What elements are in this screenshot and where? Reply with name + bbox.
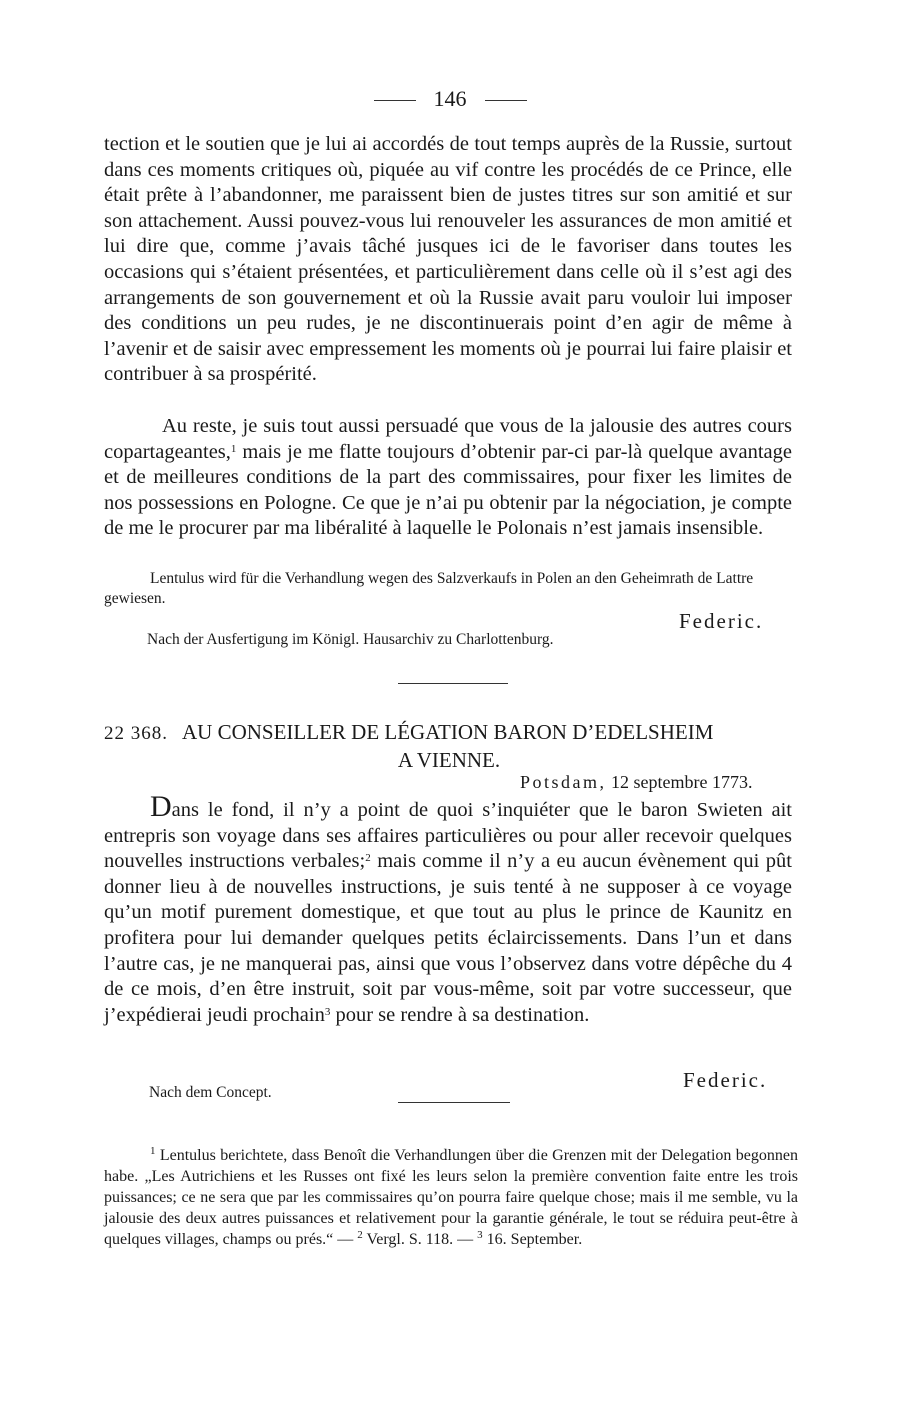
drop-cap: D	[150, 790, 172, 823]
letter2-source: Nach dem Concept.	[149, 1084, 272, 1101]
letter1-paragraph-2	[104, 414, 792, 542]
footnote-mark-1: 1	[150, 1145, 156, 1157]
section-divider	[398, 683, 508, 684]
page-number: 146	[433, 86, 467, 111]
footnote-ref-1: 1	[230, 442, 237, 455]
footnotes	[104, 1145, 798, 1250]
letter2-body	[104, 790, 792, 1028]
letter1-paragraph-2-text-a: Au reste, je suis tout aussi persuadé que vous de la jalousie des autres cours copartageantes,	[104, 415, 792, 463]
letter2-signature: Federic.	[683, 1068, 768, 1092]
letter2-dateline	[520, 772, 752, 793]
letter2-heading	[104, 719, 794, 773]
header-dash-left	[374, 100, 416, 101]
letter1-source: Nach der Ausfertigung im Königl. Hausarchiv zu Charlottenburg.	[147, 631, 554, 648]
date-place: Potsdam,	[520, 772, 607, 792]
letter-number: 22 368.	[104, 723, 168, 744]
footnote-3-text: 16. September.	[482, 1231, 583, 1248]
footnote-ref-2: 2	[365, 852, 371, 865]
letter1-signature: Federic.	[679, 609, 764, 633]
letter1-paragraph-2-text-b: mais je me flatte toujours d’obtenir par-ci par-là quelque avantage et de meilleures conditions de la part des commissaires, pour fixer les limites de nos possessions en Pologne. Ce que je n’ai pu obtenir par la négociation, je compte de me le procurer par ma libéralité à laquelle le Polonais n’est jamais insensible.	[104, 440, 792, 540]
footnote-mark-3: 3	[477, 1229, 483, 1241]
letter2-body-text-c: pour se rendre à sa destination.	[330, 1003, 590, 1026]
footnote-1-text: Lentulus berichtete, dass Benoît die Verhandlungen über die Grenzen mit der Delegation begonnen habe. „Les Autrichiens et les Russes ont fixé les leurs selon la première convention faite entre les trois puissances; ce ne sera que par les commissaires qu’on pourra faire quelque chose; mais il me semble, vu la jalousie des deux autres puissances et relativement pour la garantie générale, le tout se réduira peut-être à quelques villages, champs ou prés.“ —	[104, 1147, 798, 1248]
letter2-heading-line-2: A VIENNE.	[397, 748, 501, 772]
footnote-ref-3: 3	[324, 1005, 331, 1018]
page-header	[0, 86, 900, 112]
editor-note: Lentulus wird für die Verhandlung wegen des Salzverkaufs in Polen an den Geheimrath de Lattre gewiesen.	[104, 570, 754, 607]
letter2-heading-line-1: AU CONSEILLER DE LÉGATION BARON D’EDELSHEIM	[182, 720, 714, 744]
date-text: 12 septembre 1773.	[611, 772, 753, 792]
letter1-paragraph-1: tection et le soutien que je lui ai accordés de tout temps auprès de la Russie, surtout dans ces moments critiques où, piquée au vif contre les procédés de ce Prince, elle était prête à l’abandonner, me paraissent bien de justes titres sur son amitié et sur son attachement. Aussi pouvez-vous lui renouveler les assurances de mon amitié et lui dire que, comme j’avais tâché jusques ici de le favoriser dans toutes les occasions qui s’étaient présentées, et particulièrement dans celle où il s’est agi des arrangements de son gouvernement et où la Russie avait paru vouloir lui imposer des conditions un peu rudes, je ne discontinuerais point d’en agir de même à l’avenir et de saisir avec empressement les moments où je pourrai lui faire plaisir et contribuer à sa prospérité.	[104, 133, 792, 386]
letter2-body-text-a: ans le fond, il n’y a point de quoi s’inquiéter que le baron Swieten ait entrepris son voyage dans ses affaires particulières ou pour aller recevoir quelques nouvelles instructions verbales;	[104, 799, 792, 873]
footnote-2-text: Vergl. S. 118. —	[362, 1231, 478, 1248]
header-dash-right	[485, 100, 527, 101]
footnote-mark-2: 2	[357, 1229, 363, 1241]
letter2-body-text-b: mais comme il n’y a eu aucun évènement qui pût donner lieu à de nouvelles instructions, je suis tenté à ne supposer à ce voyage qu’un motif purement domestique, et que tout au plus le prince de Kaunitz en profitera pour lui demander quelques petits éclaircissements. Dans l’un et dans l’autre cas, je ne manquerai pas, ainsi que vous l’observez dans votre dépêche du 4 de ce mois, d’en être instruit, soit par vous-même, soit par votre successeur, que j’expédierai jeudi prochain	[104, 850, 792, 1026]
footnote-divider	[398, 1102, 510, 1103]
